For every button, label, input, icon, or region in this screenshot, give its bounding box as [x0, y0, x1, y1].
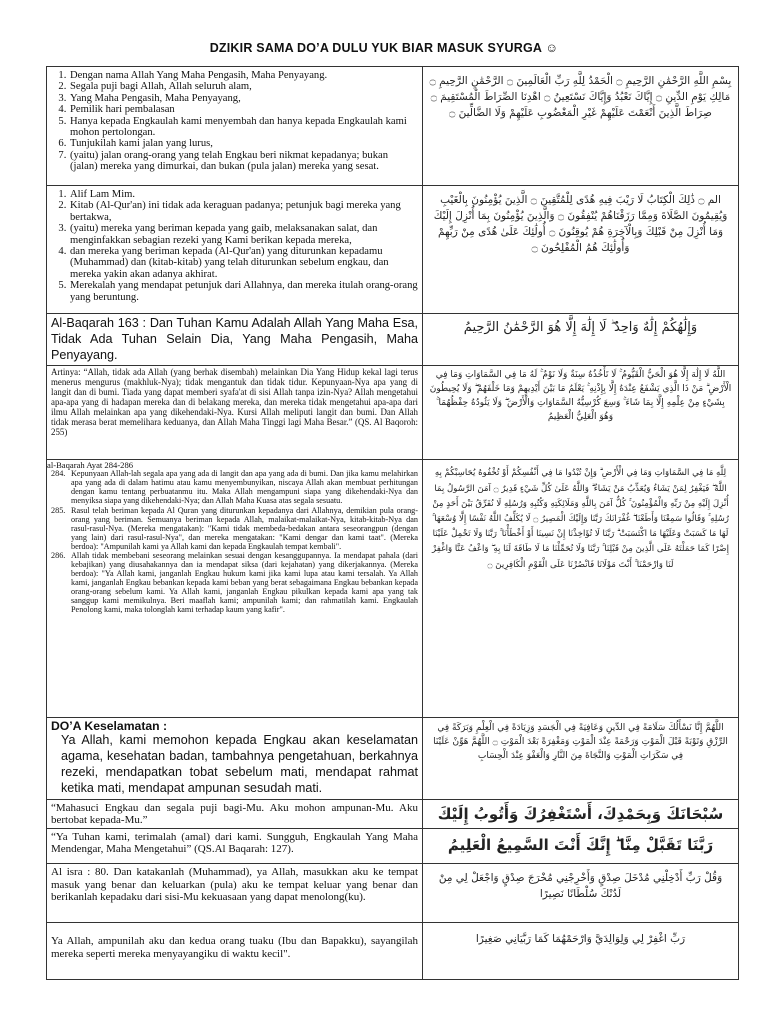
doa-keselamatan-arabic-cell — [423, 718, 739, 799]
baqarah-163-arabic-cell — [423, 314, 739, 366]
verse-number: 285. — [51, 505, 66, 515]
arabic-text: رَبِّ اغْفِرْ لِي وَلِوَالِدَيَّ وَارْحَمْهُمَا كَمَا رَبَّيَانِي صَغِيرًا — [475, 932, 686, 945]
baqarah-1-5-translation-cell — [47, 186, 423, 314]
orang-tua-translation: Ya Allah, ampunilah aku dan kedua orang tuaku (Ibu dan Bapakku), sayangilah mereka seperti mereka menyayangiku di waktu kecil". — [51, 934, 418, 960]
verse-text: Allah tidak membebani seseorang melainkan sesuai dengan kesanggupannya. Ia mendapat pahala (dari kebajikan) yang diusahakannya dan ia mendapat siksa (dari kejahatan) yang dikerjakannya. (Mereka berdoa): "Ya Allah kami, janganlah Engkau hukum kami jika kami lupa atau kami tersalah. Ya Allah kami, janganlah Engkau bebankan kepada kami beban yang berat sebagaimana Engkau bebankan kepada orang-orang sebelum kami. Ya Allah kami, janganlah Engkau pikulkan kepada kami apa yang tak sanggup kami memikulnya. Beri maaflah kami; ampunilah kami; dan rahmatilah kami. Engkaulah Penolong kami, maka tolonglah kami terhadap kaum yang kafir". — [71, 551, 418, 614]
subhanaka-arabic-cell — [423, 799, 739, 828]
baqarah-284-286-arabic-cell — [423, 460, 739, 718]
row-ayat-kursi — [47, 366, 739, 460]
row-doa-keselamatan — [47, 718, 739, 799]
arabic-text: وَقُلْ رَبِّ أَدْخِلْنِي مُدْخَلَ صِدْقٍ وَأَخْرِجْنِي مُخْرَجَ صِدْقٍ وَاجْعَلْ لِي مِنْ لَدُنْكَ سُلْطَانًا نَصِيرًا — [438, 871, 723, 900]
list-item: 4. dan mereka yang beriman kepada (Al-Qur'an) yang diturunkan kepadamu (Muhammad) dan (kitab-kitab) yang telah diturunkan sebelum engkau, dan mereka yakin akan adanya akhirat. — [69, 246, 418, 280]
ayat-kursi-arabic-cell — [423, 366, 739, 460]
subhanaka-translation: “Mahasuci Engkau dan segala puji bagi-Mu. Aku mohon ampunan-Mu. Aku bertobat kepada-Mu.” — [51, 801, 418, 826]
row-baqarah-163 — [47, 314, 739, 366]
verse-row — [51, 552, 418, 614]
arabic-text: لِلَّهِ مَا فِي السَّمَاوَاتِ وَمَا فِي الْأَرْضِ ۗ وَإِنْ تُبْدُوا مَا فِي أَنْفُسِكُمْ أَوْ تُخْفُوهُ يُحَاسِبْكُمْ بِهِ اللَّهُ ۖ فَيَغْفِرُ لِمَنْ يَشَاءُ وَيُعَذِّبُ مَنْ يَشَاءُ ۗ وَاللَّهُ عَلَىٰ كُلِّ شَيْءٍ قَدِيرٌ ۝ آمَنَ الرَّسُولُ بِمَا أُنْزِلَ إِلَيْهِ مِنْ رَبِّهِ وَالْمُؤْمِنُونَ ۚ كُلٌّ آمَنَ بِاللَّهِ وَمَلَائِكَتِهِ وَكُتُبِهِ وَرُسُلِهِ لَا نُفَرِّقُ بَيْنَ أَحَدٍ مِنْ رُسُلِهِ ۚ وَقَالُوا سَمِعْنَا وَأَطَعْنَا ۖ غُفْرَانَكَ رَبَّنَا وَإِلَيْكَ الْمَصِيرُ ۝ لَا يُكَلِّفُ اللَّهُ نَفْسًا إِلَّا وُسْعَهَا ۚ لَهَا مَا كَسَبَتْ وَعَلَيْهَا مَا اكْتَسَبَتْ ۗ رَبَّنَا لَا تُؤَاخِذْنَا إِنْ نَسِينَا أَوْ أَخْطَأْنَا ۚ رَبَّنَا وَلَا تَحْمِلْ عَلَيْنَا إِصْرًا كَمَا حَمَلْتَهُ عَلَى الَّذِينَ مِنْ قَبْلِنَا ۚ رَبَّنَا وَلَا تُحَمِّلْنَا مَا لَا طَاقَةَ لَنَا بِهِ ۖ وَاعْفُ عَنَّا وَاغْفِرْ لَنَا وَارْحَمْنَا ۚ أَنْتَ مَوْلَانَا فَانْصُرْنَا عَلَى الْقَوْمِ الْكَافِرِينَ ۝ — [432, 468, 729, 570]
arabic-text: اللَّهُ لَا إِلَٰهَ إِلَّا هُوَ الْحَيُّ الْقَيُّومُ ۚ لَا تَأْخُذُهُ سِنَةٌ وَلَا نَوْمٌ ۚ لَهُ مَا فِي السَّمَاوَاتِ وَمَا فِي الْأَرْضِ ۗ مَنْ ذَا الَّذِي يَشْفَعُ عِنْدَهُ إِلَّا بِإِذْنِهِ ۚ يَعْلَمُ مَا بَيْنَ أَيْدِيهِمْ وَمَا خَلْفَهُمْ ۖ وَلَا يُحِيطُونَ بِشَيْءٍ مِنْ عِلْمِهِ إِلَّا بِمَا شَاءَ ۚ وَسِعَ كُرْسِيُّهُ السَّمَاوَاتِ وَالْأَرْضَ ۖ وَلَا يَئُودُهُ حِفْظُهُمَا ۚ وَهُوَ الْعَلِيُّ الْعَظِيمُ — [429, 370, 732, 423]
page-title: DZIKIR SAMA DO’A DULU YUK BIAR MASUK SYURGA ☺ — [209, 41, 559, 55]
list-item: 5. Merekalah yang mendapat petunjuk dari Allahnya, dan mereka itulah orang-orang yang beruntung. — [69, 280, 418, 303]
arabic-text: رَبَّنَا تَقَبَّلْ مِنَّا ۖ إِنَّكَ أَنْتَ السَّمِيعُ الْعَلِيمُ — [447, 835, 714, 854]
baqarah-163-translation: Al-Baqarah 163 : Dan Tuhan Kamu Adalah Allah Yang Maha Esa, Tidak Ada Tuhan Selain Dia, Yang Maha Pengasih, Maha Penyayang. — [51, 316, 418, 362]
row-rabbana-taqabbal — [47, 828, 739, 863]
arabic-text: وَإِلَٰهُكُمْ إِلَٰهٌ وَاحِدٌ ۖ لَا إِلَٰهَ إِلَّا هُوَ الرَّحْمَٰنُ الرَّحِيمُ — [463, 320, 698, 335]
list-item: 1. Dengan nama Allah Yang Maha Pengasih, Maha Penyayang. — [69, 70, 418, 81]
baqarah-284-286-translation-cell — [47, 460, 423, 718]
taqabbal-arabic-cell — [423, 828, 739, 863]
fatihah-arabic-cell — [423, 67, 739, 186]
arabic-text: بِسْمِ اللَّهِ الرَّحْمَٰنِ الرَّحِيمِ ۝ الْحَمْدُ لِلَّهِ رَبِّ الْعَالَمِينَ ۝ الرَّحْمَٰنِ الرَّحِيمِ ۝ مَالِكِ يَوْمِ الدِّينِ ۝ إِيَّاكَ نَعْبُدُ وَإِيَّاكَ نَسْتَعِينُ ۝ اهْدِنَا الصِّرَاطَ الْمُسْتَقِيمَ ۝ صِرَاطَ الَّذِينَ أَنْعَمْتَ عَلَيْهِمْ غَيْرِ الْمَغْضُوبِ عَلَيْهِمْ وَلَا الضَّالِّينَ ۝ — [429, 75, 732, 119]
list-item: 6. Tunjukilah kami jalan yang lurus, — [69, 138, 418, 149]
ayat-kursi-translation: Artinya: “Allah, tidak ada Allah (yang berhak disembah) melainkan Dia Yang Hidup kekal lagi terus menerus mengurus (makhluk-Nya); tidak mengantuk dan tidak tidur. Kepunyaan-Nya apa yang di langit dan di bumi. Tiada yang dapat memberi syafa'at di sisi Allah tanpa izin-Nya? Allah mengetahui apa-apa yang di hadapan mereka dan di belakang mereka, dan mereka tidak mengetahui apa-apa dari ilmu Allah melainkan apa yang dikehendaki-Nya. Kursi Allah meliputi langit dan bumi. Dan Allah tidak merasa berat memelihara keduanya, dan Allah Maha Tinggi lagi Maha Besar.” (QS. Al Baqoroh: 255) — [51, 367, 418, 437]
list-item: 2. Kitab (Al-Qur'an) ini tidak ada keraguan padanya; petunjuk bagi mereka yang bertakwa, — [69, 200, 418, 223]
list-item: 3. (yaitu) mereka yang beriman kepada yang gaib, melaksanakan salat, dan menginfakkan sebagian rezeki yang Kami berikan kepada mereka, — [69, 223, 418, 246]
verse-row — [51, 507, 418, 552]
doa-keselamatan-translation: Ya Allah, kami memohon kepada Engkau akan keselamatan agama, kesehatan badan, tambahnya pengetahuan, berkahnya rezeki, mendapatkan tobat sebelum mati, mendapat rahmat ketika mati, mendapat ampunan sesudah mati. — [61, 733, 418, 795]
list-item: 5. Hanya kepada Engkaulah kami menyembah dan hanya kepada Engkaulah kami mohon pertolongan. — [69, 116, 418, 139]
verse-text: Kepunyaan Allah-lah segala apa yang ada di langit dan apa yang ada di bumi. Dan jika kamu melahirkan apa yang ada di dalam hatimu atau kamu menyembunyikan, niscaya Allah akan membuat perhitungan dengan kamu tentang perbuatanmu itu. Maka Allah mengampuni siapa yang dikehendaki-Nya dan menyiksa siapa yang dikehendaki-Nya; dan Allah Maha Kuasa atas segala sesuatu. — [71, 469, 418, 506]
row-baqarah-284-286 — [47, 460, 739, 718]
section-heading: al-Baqarah Ayat 284-286 — [47, 460, 134, 471]
subhanaka-translation-cell — [47, 799, 423, 828]
row-al-fatihah — [47, 67, 739, 186]
dzikir-table — [46, 66, 739, 980]
section-heading: DO’A Keselamatan : — [51, 719, 168, 734]
arabic-text: اللَّهُمَّ إِنَّا نَسْأَلُكَ سَلَامَةً فِي الدِّينِ وَعَافِيَةً فِي الْجَسَدِ وَزِيَادَةً فِي الْعِلْمِ وَبَرَكَةً فِي الرِّزْقِ وَتَوْبَةً قَبْلَ الْمَوْتِ وَرَحْمَةً عِنْدَ الْمَوْتِ وَمَغْفِرَةً بَعْدَ الْمَوْتِ ۝ اللَّهُمَّ هَوِّنْ عَلَيْنَا فِي سَكَرَاتِ الْمَوْتِ وَالنَّجَاةَ مِنَ النَّارِ وَالْعَفْوَ عِنْدَ الْحِسَابِ — [433, 723, 728, 762]
baqarah-163-translation-cell — [47, 314, 423, 366]
fatihah-translation-list — [47, 67, 422, 175]
list-item: 2. Segala puji bagi Allah, Allah seluruh alam, — [69, 81, 418, 92]
baqarah-1-5-arabic-cell — [423, 186, 739, 314]
row-doa-orang-tua — [47, 922, 739, 979]
al-isra-translation-cell — [47, 863, 423, 922]
list-item: 4. Pemilik hari pembalasan — [69, 104, 418, 115]
taqabbal-translation-cell — [47, 828, 423, 863]
al-isra-arabic-cell — [423, 863, 739, 922]
baqarah-1-5-translation-list — [47, 186, 422, 305]
baqarah-284-286-translation — [47, 460, 422, 616]
arabic-text: سُبْحَانَكَ وَبِحَمْدِكَ، أَسْتَغْفِرُكَ وَأَتُوبُ إِلَيْكَ — [437, 804, 724, 823]
list-item: 1. Alif Lam Mim. — [69, 189, 418, 200]
ayat-kursi-translation-cell — [47, 366, 423, 460]
row-baqarah-1-5 — [47, 186, 739, 314]
doa-keselamatan-translation-cell — [47, 718, 423, 799]
verse-number: 284. — [51, 469, 66, 479]
orang-tua-arabic-cell — [423, 922, 739, 979]
fatihah-translation-cell — [47, 67, 423, 186]
row-al-isra-80 — [47, 863, 739, 922]
al-isra-translation: Al isra : 80. Dan katakanlah (Muhammad), ya Allah, masukkan aku ke tempat masuk yang benar dan keluarkan (pula) aku ke tempat keluar yang benar dan berikanlah kepadaku dari sisi-Mu kekuasaan yang dapat menolong(ku). — [51, 865, 418, 904]
orang-tua-translation-cell — [47, 922, 423, 979]
row-subhanaka — [47, 799, 739, 828]
list-item: 7. (yaitu) jalan orang-orang yang telah Engkau beri nikmat kepadanya; bukan (jalan) mereka yang dimurkai, dan bukan (pula jalan) mereka yang sesat. — [69, 150, 418, 173]
taqabbal-translation: “Ya Tuhan kami, terimalah (amal) dari kami. Sungguh, Engkaulah Yang Maha Mendengar, Maha Mengetahui” (QS.Al Baqarah: 127). — [51, 830, 418, 856]
list-item: 3. Yang Maha Pengasih, Maha Penyayang, — [69, 93, 418, 104]
verse-text: Rasul telah beriman kepada Al Quran yang diturunkan kepadanya dari Allahnya, demikian pula orang-orang yang beriman. Semuanya beriman kepada Allah, malaikat-malaikat-Nya, kitab-kitab-Nya dan rasul-rasul-Nya. (Mereka mengatakan): "Kami tidak membeda-bedakan antara seseorangpun (dengan yang lain) dari rasul-rasul-Nya", dan mereka mengatakan: "Kami dengar dan kami taat". (Mereka berdoa): "Ampunilah kami ya Allah kami dan kepada Engkaulah tempat kembali". — [71, 505, 418, 551]
arabic-text: الم ۝ ذَٰلِكَ الْكِتَابُ لَا رَيْبَ فِيهِ هُدًى لِلْمُتَّقِينَ ۝ الَّذِينَ يُؤْمِنُونَ بِالْغَيْبِ وَيُقِيمُونَ الصَّلَاةَ وَمِمَّا رَزَقْنَاهُمْ يُنْفِقُونَ ۝ وَالَّذِينَ يُؤْمِنُونَ بِمَا أُنْزِلَ إِلَيْكَ وَمَا أُنْزِلَ مِنْ قَبْلِكَ وَبِالْآخِرَةِ هُمْ يُوقِنُونَ ۝ أُولَٰئِكَ عَلَىٰ هُدًى مِنْ رَبِّهِمْ وَأُولَٰئِكَ هُمُ الْمُفْلِحُونَ ۝ — [433, 194, 728, 254]
verse-row — [51, 470, 418, 506]
verse-number: 286. — [51, 551, 66, 561]
